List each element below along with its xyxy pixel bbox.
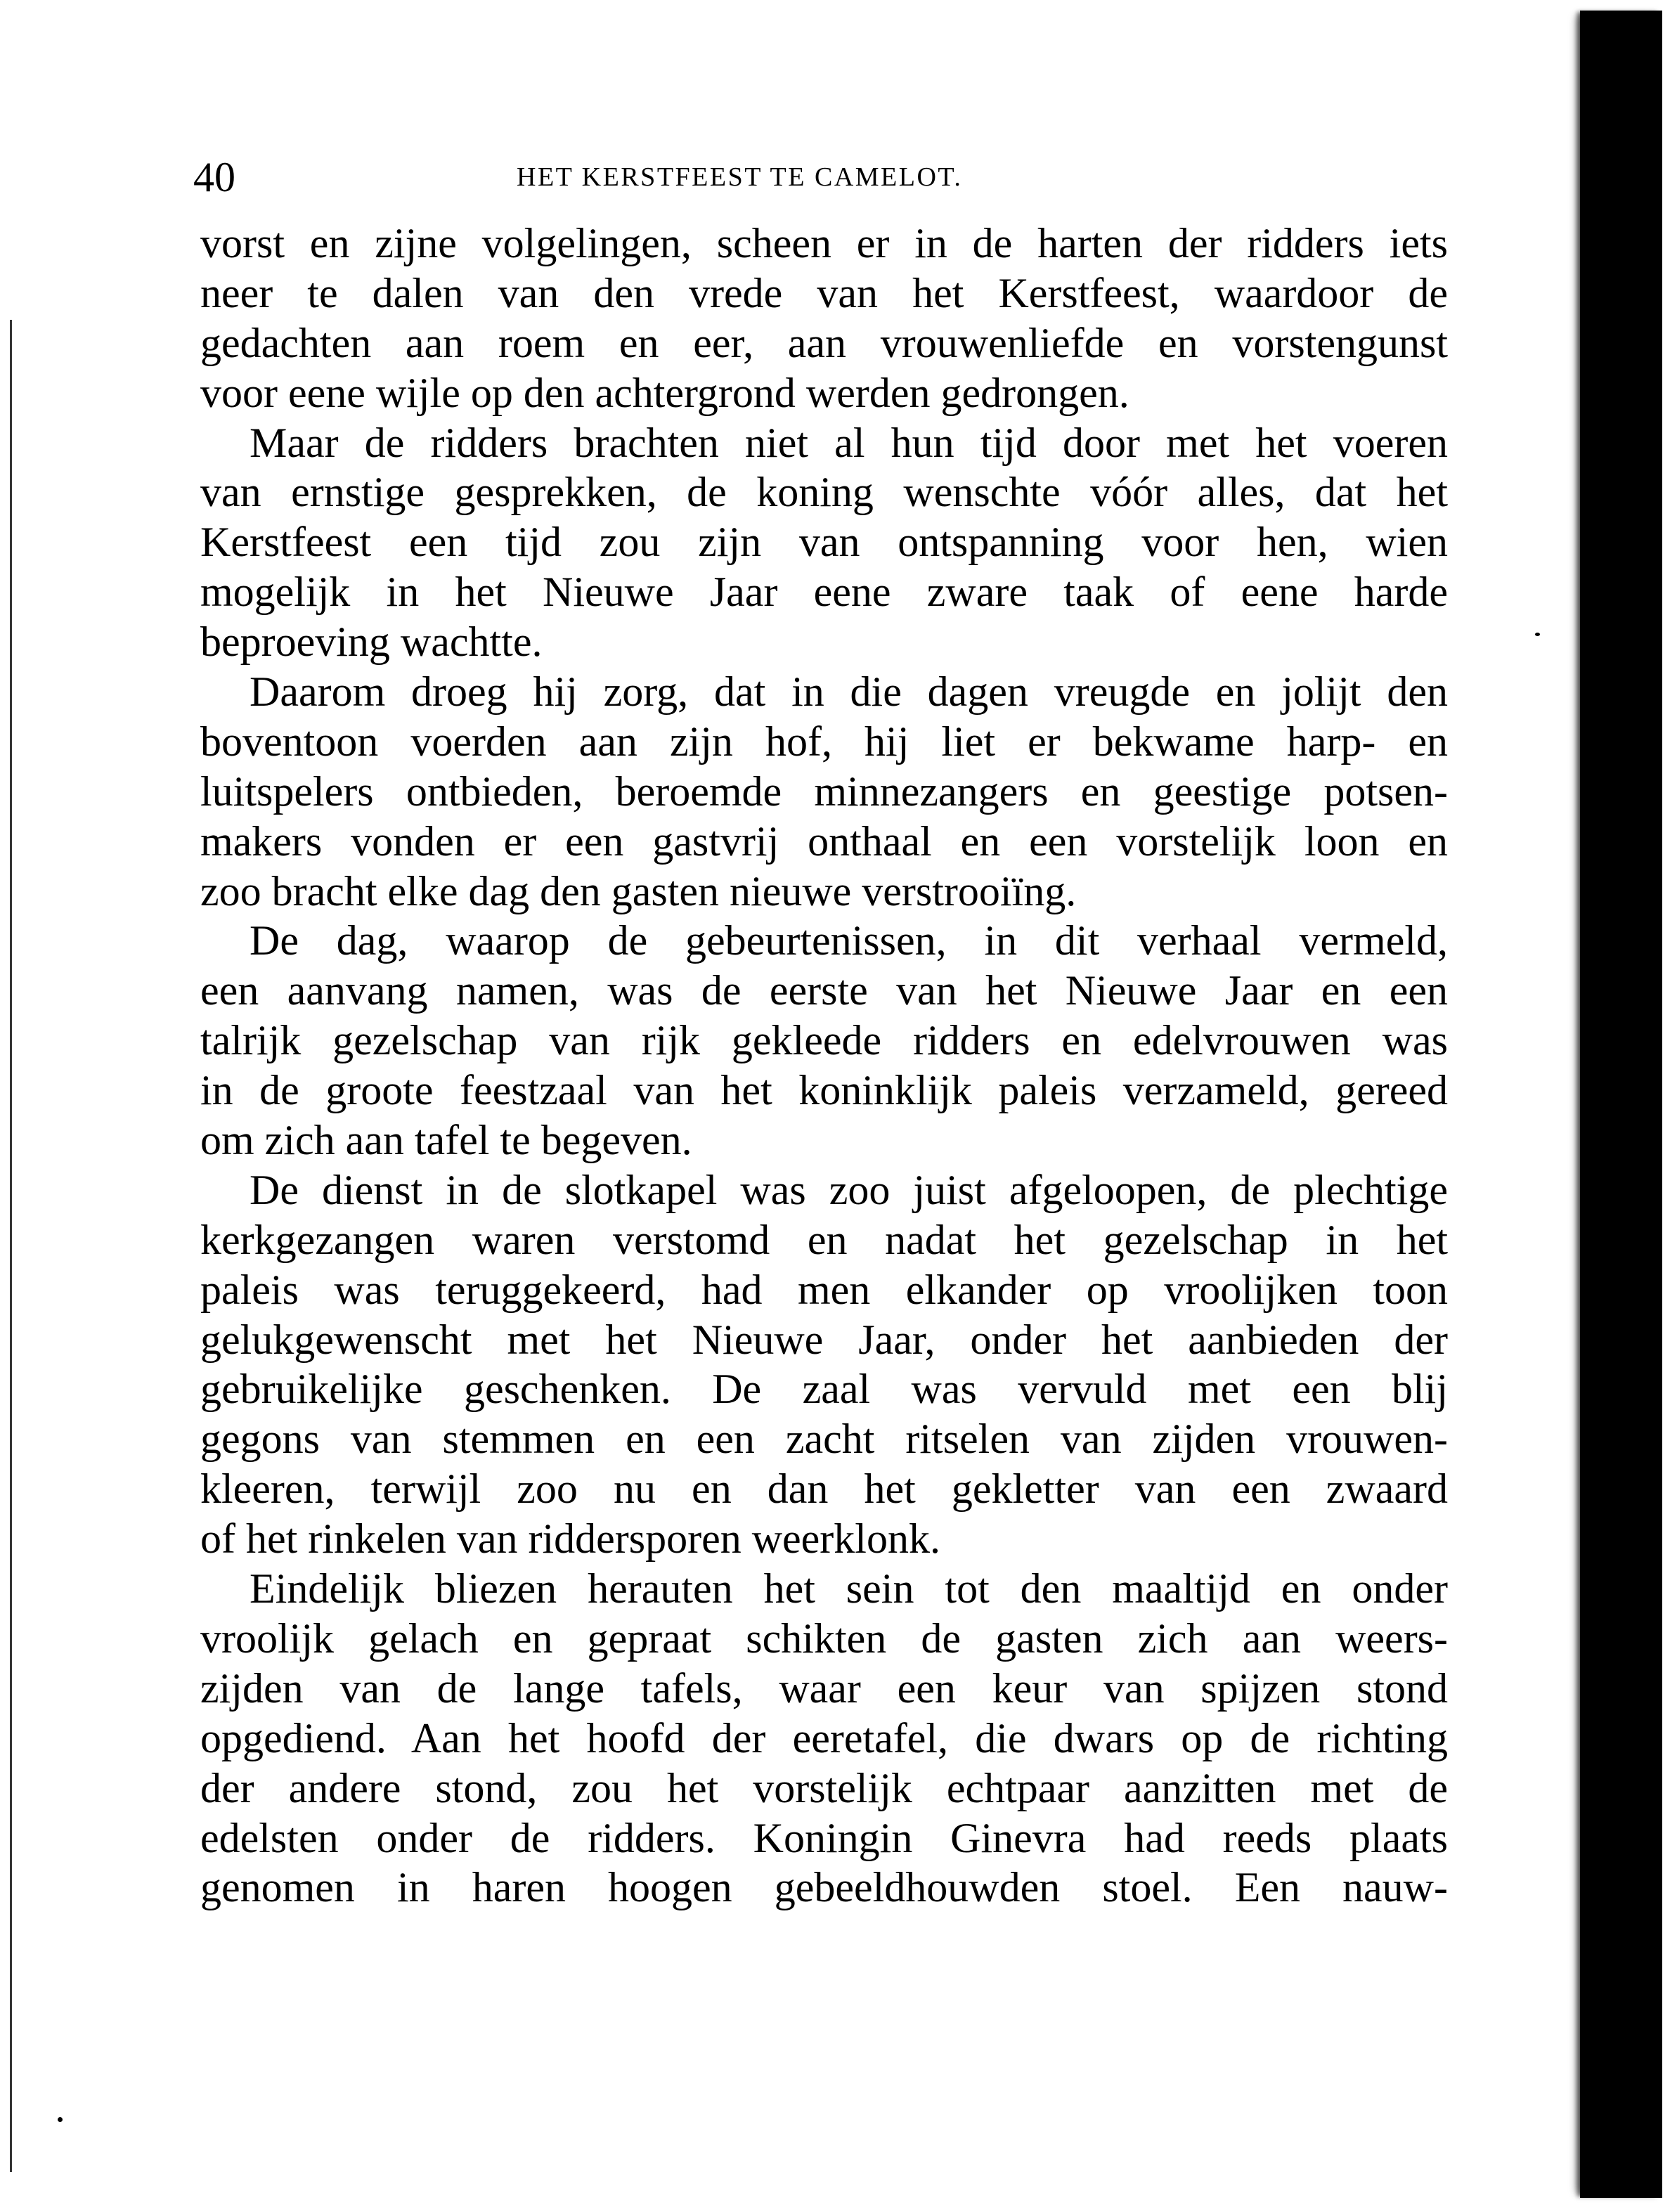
text-line: De dienst in de slotkapel was zoo juist afgeloopen, de plechtige (250, 1166, 1448, 1213)
scan-speck (58, 2117, 63, 2122)
text-line: mogelijk in het Nieuwe Jaar eene zware taak of eene harde (200, 569, 1448, 616)
text-line: gelukgewenscht met het Nieuwe Jaar, onder het aanbieden der (200, 1316, 1448, 1363)
page-number: 40 (193, 154, 235, 200)
scan-edge-shadow (1580, 11, 1662, 2198)
text-line: genomen in haren hoogen gebeeldhouwden stoel. Een nauw- (200, 1864, 1448, 1911)
text-line: De dag, waarop de gebeurtenissen, in dit verhaal vermeld, (250, 917, 1448, 964)
text-line: gegons van stemmen en een zacht ritselen van zijden vrouwen- (200, 1416, 1448, 1463)
text-line: paleis was teruggekeerd, had men elkander op vroolijken toon (200, 1266, 1448, 1313)
text-line: vroolijk gelach en gepraat schikten de gasten zich aan weers- (200, 1615, 1448, 1662)
text-line: gedachten aan roem en eer, aan vrouwenliefde en vorstengunst (200, 319, 1448, 366)
paragraph-3 (200, 667, 1448, 916)
text-line: kerkgezangen waren verstomd en nadat het gezelschap in het (200, 1216, 1448, 1263)
text-line: zoo bracht elke dag den gasten nieuwe verstrooiïng. (200, 867, 1077, 914)
text-line: gebruikelijke geschenken. De zaal was vervuld met een blij (200, 1366, 1448, 1413)
paragraph-4 (200, 916, 1448, 1165)
text-line: Maar de ridders brachten niet al hun tijd door met het voeren (250, 419, 1448, 466)
text-line: in de groote feestzaal van het koninklijk paleis verzameld, gereed (200, 1067, 1448, 1114)
running-head (193, 156, 1448, 198)
paragraph-5 (200, 1165, 1448, 1564)
text-line: kleeren, terwijl zoo nu en dan het gekletter van een zwaard (200, 1466, 1448, 1513)
text-line: een aanvang namen, was de eerste van het Nieuwe Jaar en een (200, 967, 1448, 1014)
text-line: opgediend. Aan het hoofd der eeretafel, die dwars op de richting (200, 1714, 1448, 1761)
text-line: van ernstige gesprekken, de koning wenschte vóór alles, dat het (200, 469, 1448, 516)
text-line: luitspelers ontbieden, beroemde minnezangers en geestige potsen- (200, 768, 1448, 815)
text-line: neer te dalen van den vrede van het Kerstfeest, waardoor de (200, 269, 1448, 316)
text-line: talrijk gezelschap van rijk gekleede ridders en edelvrouwen was (200, 1017, 1448, 1064)
text-line: vorst en zijne volgelingen, scheen er in de harten der ridders iets (200, 220, 1448, 266)
text-line: voor eene wijle op den achtergrond werden gedrongen. (200, 369, 1129, 416)
text-line: boventoon voerden aan zijn hof, hij liet er bekwame harp- en (200, 718, 1448, 765)
text-line: om zich aan tafel te begeven. (200, 1117, 692, 1164)
text-line: edelsten onder de ridders. Koningin Ginevra had reeds plaats (200, 1814, 1448, 1861)
paragraph-1 (200, 219, 1448, 418)
text-line: zijden van de lange tafels, waar een keur van spijzen stond (200, 1664, 1448, 1712)
text-line: Eindelijk bliezen herauten het sein tot den maaltijd en onder (250, 1565, 1448, 1612)
text-line: makers vonden er een gastvrij onthaal en een vorstelijk loon en (200, 817, 1448, 865)
text-line: beproeving wachtte. (200, 619, 543, 666)
paragraph-2 (200, 418, 1448, 667)
body-text (200, 219, 1448, 1913)
running-title: HET KERSTFEEST TE CAMELOT. (517, 162, 963, 192)
paragraph-6 (200, 1564, 1448, 1913)
left-margin-scan-line (10, 320, 12, 2172)
text-line: der andere stond, zou het vorstelijk echtpaar aanzitten met de (200, 1764, 1448, 1811)
scan-speck (1535, 633, 1540, 636)
text-line: Daarom droeg hij zorg, dat in die dagen vreugde en jolijt den (250, 668, 1448, 716)
text-line: of het rinkelen van riddersporen weerklonk. (200, 1515, 940, 1563)
text-line: Kerstfeest een tijd zou zijn van ontspanning voor hen, wien (200, 519, 1448, 566)
